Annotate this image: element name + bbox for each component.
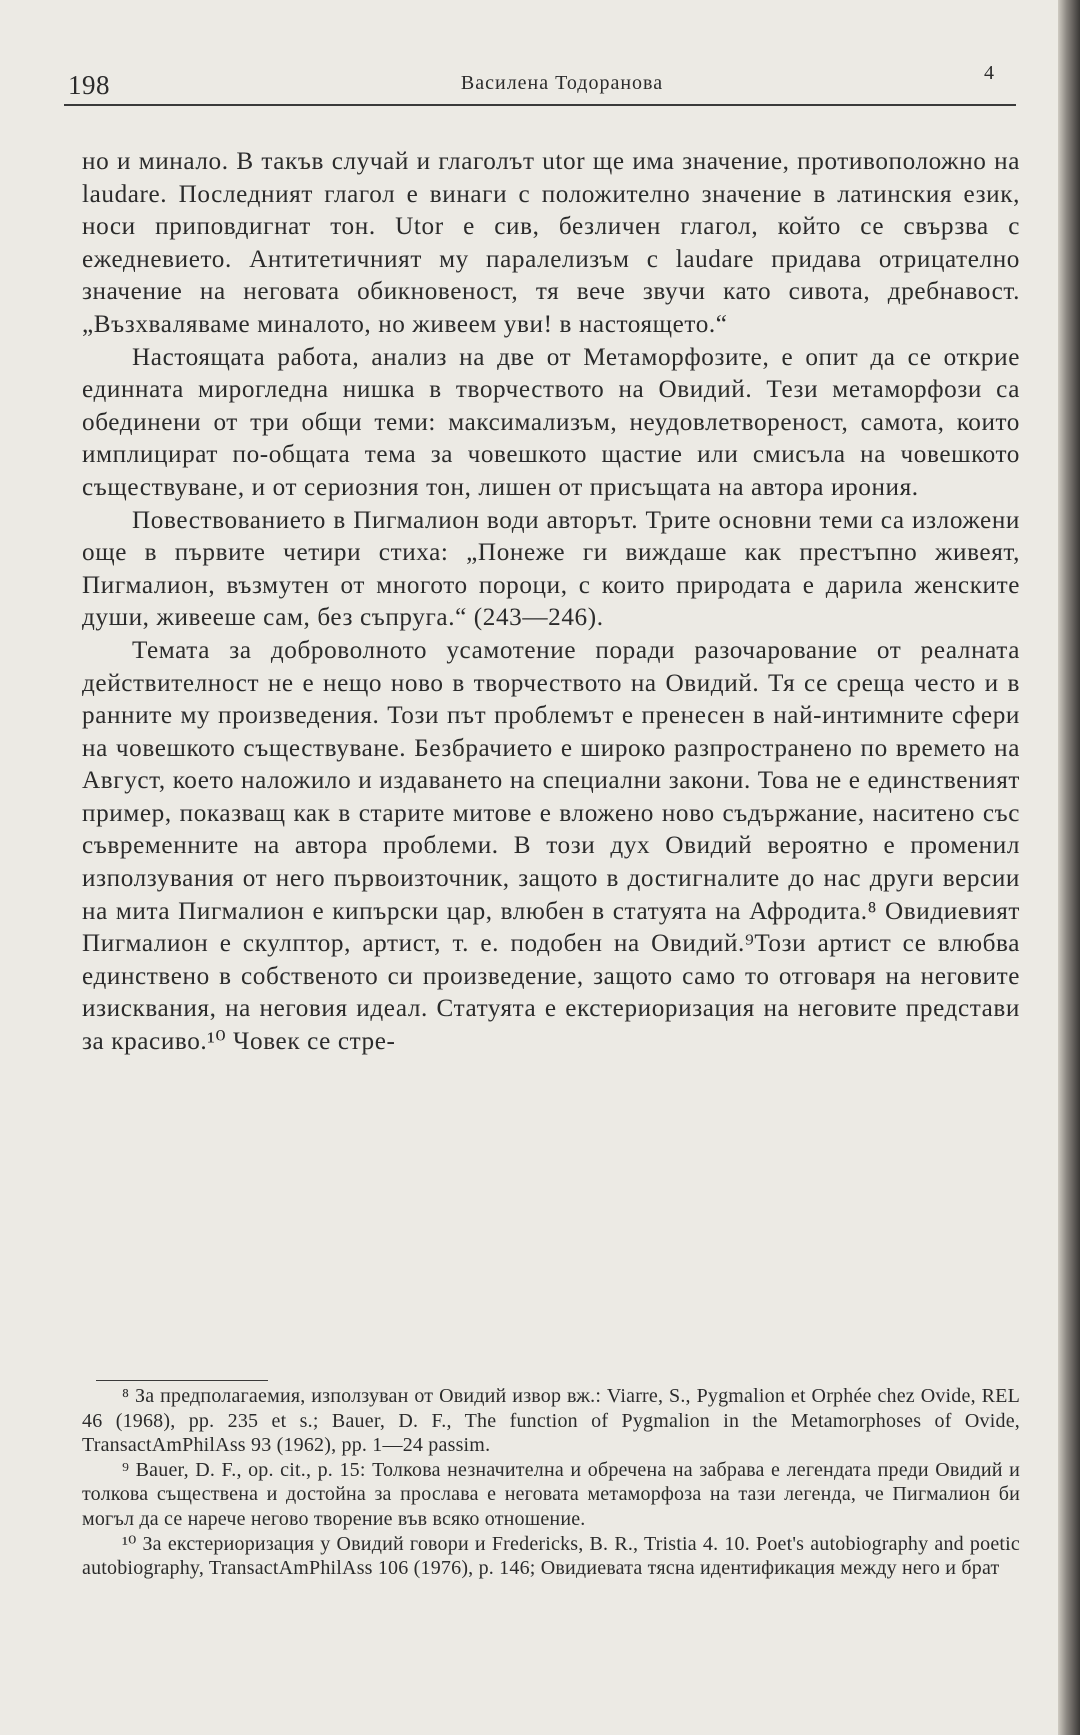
page-header	[64, 62, 1020, 108]
paragraph: Повествованието в Пигмалион води авторът. Трите основни теми са изложени още в първите четири стиха: „Понеже ги виждаше как престъпно живеят, Пигмалион, възмутен от многото пороци, с които природата е дарила женските души, живееше сам, без съпруга.“ (243—246).	[82, 506, 1020, 632]
page-edge	[1058, 0, 1080, 1735]
page-number: 198	[68, 70, 110, 100]
footnote: ⁸ За предполагаемия, използуван от Овидий извор вж.: Viarre, S., Pygmalion et Orphée chez Ovide, REL 46 (1968), pp. 235 et s.; Bauer, D. F., The function of Pygmalion in the Metamorphoses of Ovide, TransactAmPhilAss 93 (1962), pp. 1—24 passim.	[82, 1385, 1020, 1457]
paragraph: Темата за доброволното усамотение поради разочарование от реалната действителност не е нещо ново в творчеството на Овидий. Тя се среща често и в ранните му произведения. Този път проблемът е пренесен в най-интимните сфери на човешкото съществуване. Безбрачието е широко разпространено по времето на Август, което наложило и издаването на специални закони. Това не е единственият пример, показващ как в старите митове е вложено ново съдържание, наситено със съвременните на автора проблеми. В този дух Овидий вероятно е променил използувания от него първоизточник, защото в достигналите до нас други версии на мита Пигмалион е кипърски цар, влюбен в статуята на Афродита.⁸ Овидиевият Пигмалион е скулптор, артист, т. е. подобен на Овидий.⁹Този артист се влюбва единствено в собственото си произведение, защото само то отговаря на неговите изисквания, на неговия идеал. Статуята е екстериоризация на неговите представи за красиво.¹⁰ Човек се стре-	[82, 636, 1020, 1056]
paragraph: но и минало. В такъв случай и глаголът utor ще има значение, противоположно на laudare. Последният глагол е винаги с положително значение в латинския език, носи приповдигнат тон. Utor е сив, безличен глагол, който се свързва с ежедневието. Антитетичният му паралелизъм с laudare придава отрицателно значение на неговата обикновеност, тя вече звучи като сивота, дребнавост. „Възхваляваме миналото, но живеем уви! в настоящето.“	[82, 148, 1020, 338]
footnote-rule	[96, 1380, 268, 1381]
footnote: ⁹ Bauer, D. F., op. cit., p. 15: Толкова незначителна и обречена на забрава е легендата преди Овидий и толкова съществена и достойна за прослава е неговата метаморфоза на тази легенда, че Пигмалион би могъл да се нарече негово творение във всяко отношение.	[82, 1458, 1020, 1530]
paragraph: Настоящата работа, анализ на две от Метаморфозите, е опит да се открие единната мирогледна нишка в творчеството на Овидий. Тези метаморфози са обединени от три общи теми: максимализъм, неудовлетвореност, самота, които имплицират по-общата тема за човешкото щастие или смисъла на човешкото съществуване, и от сериозния тон, лишен от присъщата на автора ирония.	[82, 343, 1020, 501]
body-text	[82, 146, 1020, 1059]
footnote: ¹⁰ За екстериоризация у Овидий говори и Fredericks, B. R., Tristia 4. 10. Poet's autobiography and poetic autobiography, TransactAmPhilAss 106 (1976), p. 146; Овидиевата тясна идентификация между него и брат	[82, 1532, 1020, 1580]
footnotes	[82, 1384, 1020, 1581]
corner-mark: 4	[984, 62, 994, 84]
running-title: Василена Тодоранова	[460, 72, 664, 94]
header-rule	[64, 104, 1016, 106]
